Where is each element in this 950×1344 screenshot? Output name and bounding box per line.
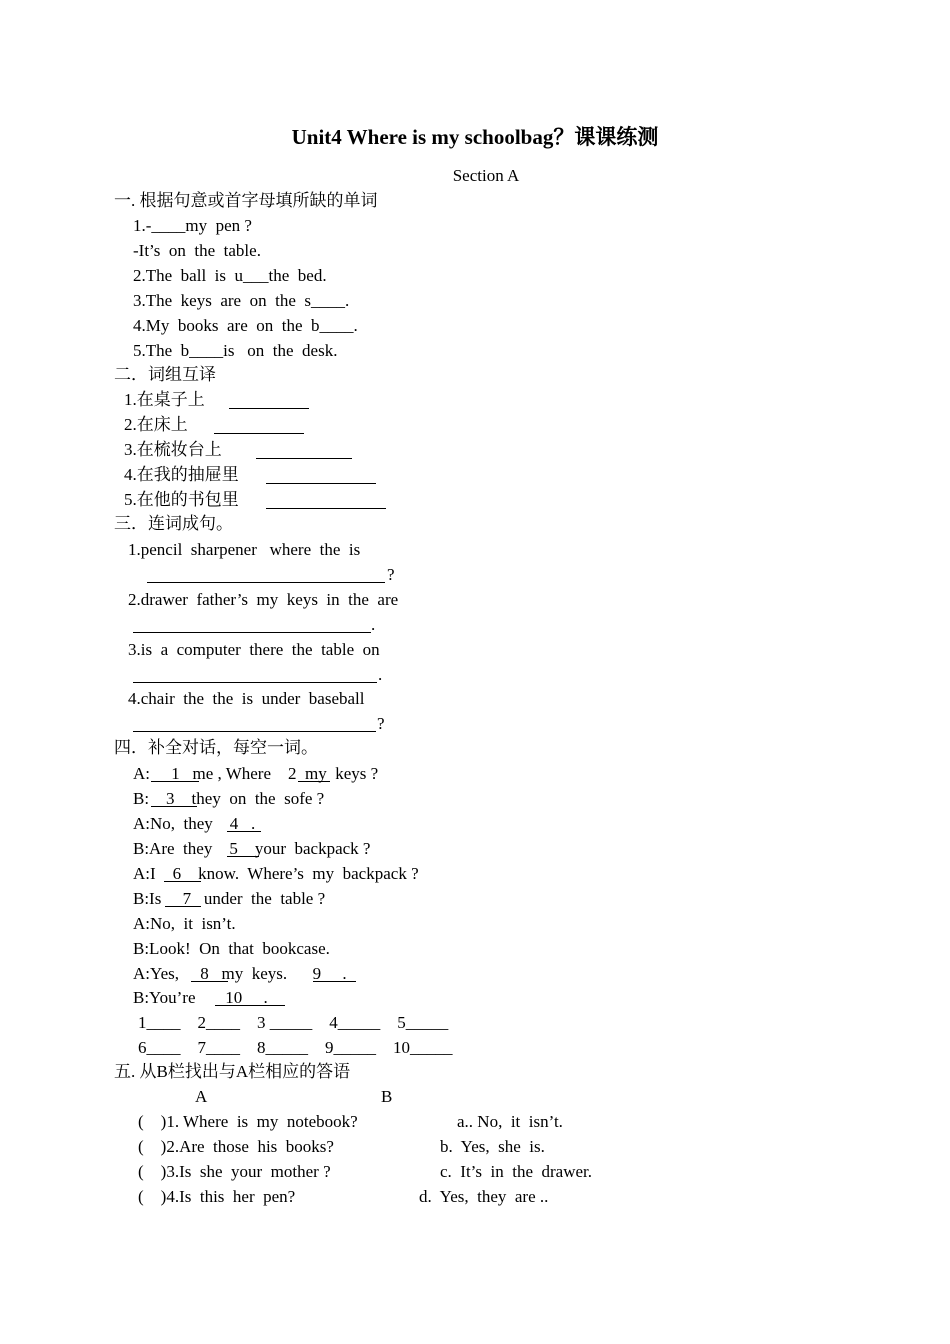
match-answer: a.. No, it isn’t. [457, 1112, 563, 1131]
match-answer: d. Yes, they are .. [419, 1187, 549, 1206]
dialog-line: B:Are they 5 your backpack ? [133, 839, 371, 858]
blank-line [298, 781, 330, 782]
blank-line [227, 831, 261, 832]
blank-line [313, 981, 356, 982]
dialog-line: A:Yes, 8 my keys. 9 . [133, 964, 347, 983]
dialog-line: B:You’re 10 . [133, 988, 268, 1007]
blank-line [164, 881, 201, 882]
part3-words: 4.chair the the is under baseball [128, 689, 365, 708]
part2-item: 2.在床上 [124, 415, 188, 434]
match-answer: c. It’s in the drawer. [440, 1162, 593, 1181]
part1-heading: 一. 根据句意或首字母填所缺的单词 [114, 191, 378, 210]
dialog-line: A:No, it isn’t. [133, 914, 236, 933]
blank-line [151, 781, 199, 782]
column-b-label: B [381, 1087, 393, 1106]
dialog-line: A:No, they 4 . [133, 814, 256, 833]
match-answer: b. Yes, she is. [440, 1137, 545, 1156]
blank-line [191, 981, 228, 982]
part3-heading: 三．连词成句。 [114, 514, 233, 533]
part4-heading: 四．补全对话，每空一词。 [114, 738, 318, 757]
part3-end-mark: ? [387, 565, 395, 584]
dialog-line: A: 1 me , Where 2 my keys ? [133, 764, 379, 783]
blank-line [227, 856, 259, 857]
part3-end-mark: ? [377, 714, 385, 733]
part3-end-mark: . [371, 615, 376, 634]
match-question: ( )3.Is she your mother ? [138, 1162, 331, 1181]
match-question: ( )1. Where is my notebook? [138, 1112, 358, 1131]
dialog-line: B:Is 7 under the table ? [133, 889, 326, 908]
dialog-line: A:I 6 know. Where’s my backpack ? [133, 864, 419, 883]
blank-line [229, 408, 309, 409]
part3-end-mark: . [378, 665, 383, 684]
part1-line: 5.The b____is on the desk. [133, 341, 338, 360]
column-a-label: A [195, 1087, 208, 1106]
part3-words: 2.drawer father’s my keys in the are [128, 590, 399, 609]
blank-line [147, 582, 385, 583]
blank-line [165, 906, 201, 907]
answer-row: 1____ 2____ 3 _____ 4_____ 5_____ [138, 1013, 449, 1032]
section-label: Section A [452, 166, 520, 185]
part1-line: 2.The ball is u___the bed. [133, 266, 327, 285]
part1-line: -It’s on the table. [133, 241, 261, 260]
blank-line [256, 458, 352, 459]
match-question: ( )2.Are those his books? [138, 1137, 334, 1156]
blank-line [215, 1005, 285, 1006]
dialog-line: B:Look! On that bookcase. [133, 939, 330, 958]
part2-item: 4.在我的抽屉里 [124, 465, 239, 484]
answer-row: 6____ 7____ 8_____ 9_____ 10_____ [138, 1038, 453, 1057]
part2-item: 3.在梳妆台上 [124, 440, 222, 459]
part1-line: 4.My books are on the b____. [133, 316, 358, 335]
blank-line [266, 483, 376, 484]
match-question: ( )4.Is this her pen? [138, 1187, 296, 1206]
blank-line [151, 806, 197, 807]
part1-line: 3.The keys are on the s____. [133, 291, 350, 310]
blank-line [214, 433, 304, 434]
part3-words: 1.pencil sharpener where the is [128, 540, 361, 559]
part5-heading: 五. 从B栏找出与A栏相应的答语 [114, 1062, 351, 1081]
page-title: Unit4 Where is my schoolbag？课课练测 [291, 125, 659, 149]
part3-words: 3.is a computer there the table on [128, 640, 380, 659]
blank-line [133, 731, 376, 732]
blank-line [266, 508, 386, 509]
part1-line: 1.-____my pen ? [133, 216, 252, 235]
blank-line [133, 632, 371, 633]
part2-heading: 二．词组互译 [114, 365, 216, 384]
blank-line [133, 682, 377, 683]
dialog-line: B: 3 they on the sofe ? [133, 789, 325, 808]
part2-item: 1.在桌子上 [124, 390, 205, 409]
part2-item: 5.在他的书包里 [124, 490, 239, 509]
